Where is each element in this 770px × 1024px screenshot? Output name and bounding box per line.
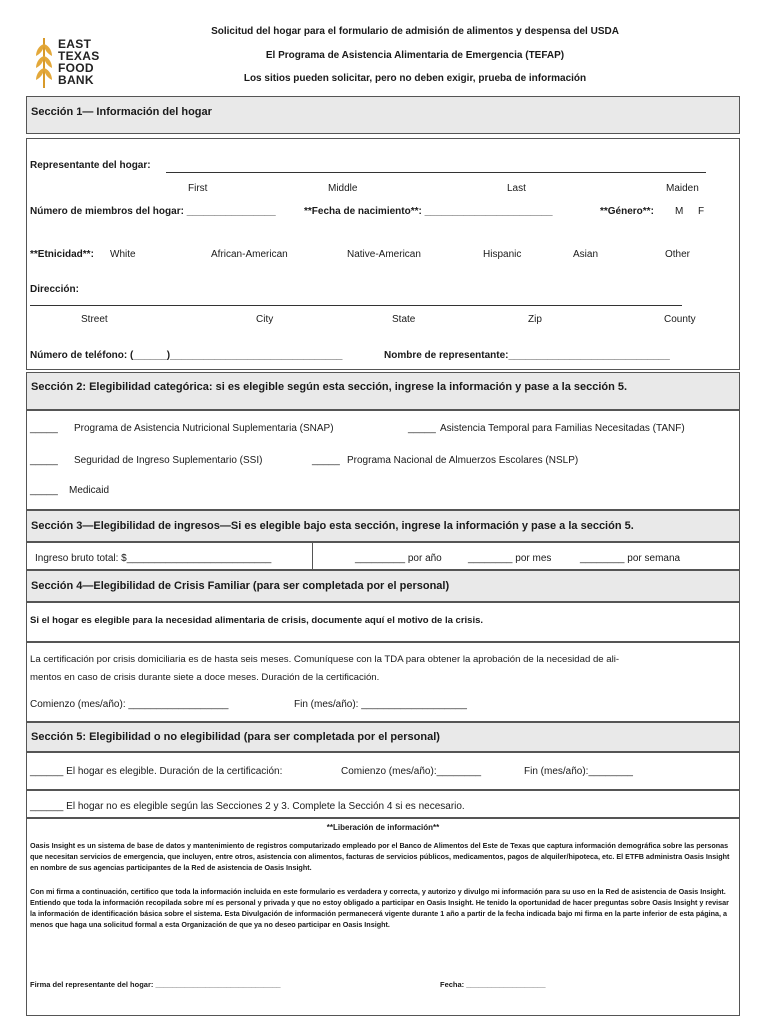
section-1-header: Sección 1— Información del hogar xyxy=(26,96,740,134)
release-paragraph-1: Oasis Insight es un sistema de base de datos y mantenimiento de registros computarizado empleado por el Banco de Alimentos del Este de Texas que captura información demográfica sobre las personas que necesitan servicios de emergencia, que incluyen, entre otros, asistencia con alimentos, facturas de servicios públicos, medicamentos, pagos de alquiler/hipoteca, etc. El ETFB administra Oasis Insight en nombre de sus agencias participantes de la Red de asistencia de Oasis Insight. xyxy=(30,841,730,872)
cert-text-1: La certificación por crisis domiciliaria es de hasta seis meses. Comuníquese con la TDA para obtener la aprobación de la necesidad de ali- xyxy=(30,654,620,665)
snap-blank[interactable]: _____ xyxy=(30,423,58,434)
zip-label: Zip xyxy=(528,314,542,325)
gender-m[interactable]: M xyxy=(675,206,684,217)
section-3-header: Sección 3—Elegibilidad de ingresos—Si es elegible bajo esta sección, ingrese la información y pase a la sección 5. xyxy=(26,510,740,542)
crisis-text: Si el hogar es elegible para la necesidad alimentaria de crisis, documente aquí el motivo de la crisis. xyxy=(30,615,484,626)
tanf-blank[interactable]: _____ xyxy=(408,423,436,434)
rep-name-field[interactable]: Nombre de representante:_____________________________ xyxy=(384,350,670,361)
crisis-end-field[interactable]: Fin (mes/año): ___________________ xyxy=(294,699,467,710)
tanf-label: Asistencia Temporal para Familias Necesitadas (TANF) xyxy=(440,423,685,434)
logo-line: EAST xyxy=(58,37,92,51)
cert-text-2: mentos en caso de crisis durante siete a doce meses. Duración de la certificación. xyxy=(30,672,380,683)
date-field[interactable]: Fecha: ___________________ xyxy=(440,980,546,989)
rep-input[interactable] xyxy=(166,172,706,173)
address-input[interactable] xyxy=(30,305,682,306)
eligible-field[interactable]: ______ El hogar es elegible. Duración de la certificación: xyxy=(30,766,283,777)
middle-label: Middle xyxy=(328,183,358,194)
per-month-field[interactable]: ________ por mes xyxy=(468,553,552,564)
section-3-divider xyxy=(312,542,313,570)
last-label: Last xyxy=(507,183,526,194)
eth-hispanic[interactable]: Hispanic xyxy=(483,249,522,260)
section-2-header: Sección 2: Elegibilidad categórica: si es elegible según esta sección, ingrese la información y pase a la sección 5. xyxy=(26,372,740,410)
ssi-blank[interactable]: _____ xyxy=(30,455,58,466)
rep-label: Representante del hogar: xyxy=(30,160,151,171)
logo-line: TEXAS xyxy=(58,49,100,63)
release-paragraph-2: Con mi firma a continuación, certifico que toda la información incluida en este formulario es verdadera y correcta, y autorizo y divulgo mi información para su uso en la Red de asistencia de Oasis Insight. Entiendo que toda la información recopilada sobre mí es personal y privada y que no estoy obligado a participar en Oasis Insight. He tenido la oportunidad de hacer preguntas sobre Oasis Insight y revisar la información de identificación básica sobre el sistema. Esta Divulgación de información permanecerá vigente durante 1 año a partir de la fecha indicada bajo mi firma en la parte inferior de esta página, a menos que haga una solicitud formal a esta Organización de que ya no deseo participar en Oasis Insight. xyxy=(30,887,729,929)
gross-income-field[interactable]: Ingreso bruto total: $__________________________ xyxy=(35,553,272,564)
dob-field[interactable]: **Fecha de nacimiento**: _______________________ xyxy=(304,206,553,217)
gender-label: **Género**: xyxy=(600,206,654,217)
form-subtitle: El Programa de Asistencia Alimentaria de Emergencia (TEFAP) xyxy=(265,50,565,61)
eth-other[interactable]: Other xyxy=(665,249,691,260)
elig-end-field[interactable]: Fin (mes/año):________ xyxy=(524,766,633,777)
street-label: Street xyxy=(81,314,108,325)
section-4-header: Sección 4—Elegibilidad de Crisis Familiar (para ser completada por el personal) xyxy=(26,570,740,602)
eth-asian[interactable]: Asian xyxy=(573,249,599,260)
county-label: County xyxy=(664,314,696,325)
form-note: Los sitios pueden solicitar, pero no deben exigir, prueba de información xyxy=(243,73,587,84)
logo-text xyxy=(58,38,100,86)
elig-start-field[interactable]: Comienzo (mes/año):________ xyxy=(341,766,482,777)
logo-line: FOOD xyxy=(58,61,94,75)
not-eligible-field[interactable]: ______ El hogar no es elegible según las Secciones 2 y 3. Complete la Sección 4 si es necesario. xyxy=(30,801,465,812)
first-label: First xyxy=(188,183,208,194)
per-year-field[interactable]: _________ por año xyxy=(355,553,442,564)
state-label: State xyxy=(392,314,416,325)
eth-native-american[interactable]: Native-American xyxy=(347,249,421,260)
eth-african-american[interactable]: African-American xyxy=(211,249,288,260)
ethnicity-label: **Etnicidad**: xyxy=(30,249,94,260)
members-field[interactable]: Número de miembros del hogar: ________________ xyxy=(30,206,276,217)
address-label: Dirección: xyxy=(30,284,79,295)
release-title: **Liberación de información** xyxy=(326,823,440,832)
maiden-label: Maiden xyxy=(666,183,699,194)
section-5-header: Sección 5: Elegibilidad o no elegibilidad (para ser completada por el personal) xyxy=(26,722,740,752)
signature-field[interactable]: Firma del representante del hogar: ______________________________ xyxy=(30,980,281,989)
city-label: City xyxy=(256,314,274,325)
phone-field[interactable]: Número de teléfono: (______)_______________________________ xyxy=(30,350,343,361)
nslp-blank[interactable]: _____ xyxy=(312,455,340,466)
wheat-logo-icon xyxy=(32,34,56,90)
medicaid-blank[interactable]: _____ xyxy=(30,485,58,496)
crisis-start-field[interactable]: Comienzo (mes/año): __________________ xyxy=(30,699,229,710)
medicaid-label: Medicaid xyxy=(69,485,110,496)
per-week-field[interactable]: ________ por semana xyxy=(580,553,681,564)
logo-line: BANK xyxy=(58,73,94,87)
form-title: Solicitud del hogar para el formulario de admisión de alimentos y despensa del USDA xyxy=(211,26,619,37)
ssi-label: Seguridad de Ingreso Suplementario (SSI) xyxy=(74,455,263,466)
snap-label: Programa de Asistencia Nutricional Suplementaria (SNAP) xyxy=(74,423,334,434)
eth-white[interactable]: White xyxy=(110,249,136,260)
nslp-label: Programa Nacional de Almuerzos Escolares (NSLP) xyxy=(347,455,579,466)
gender-f[interactable]: F xyxy=(698,206,705,217)
